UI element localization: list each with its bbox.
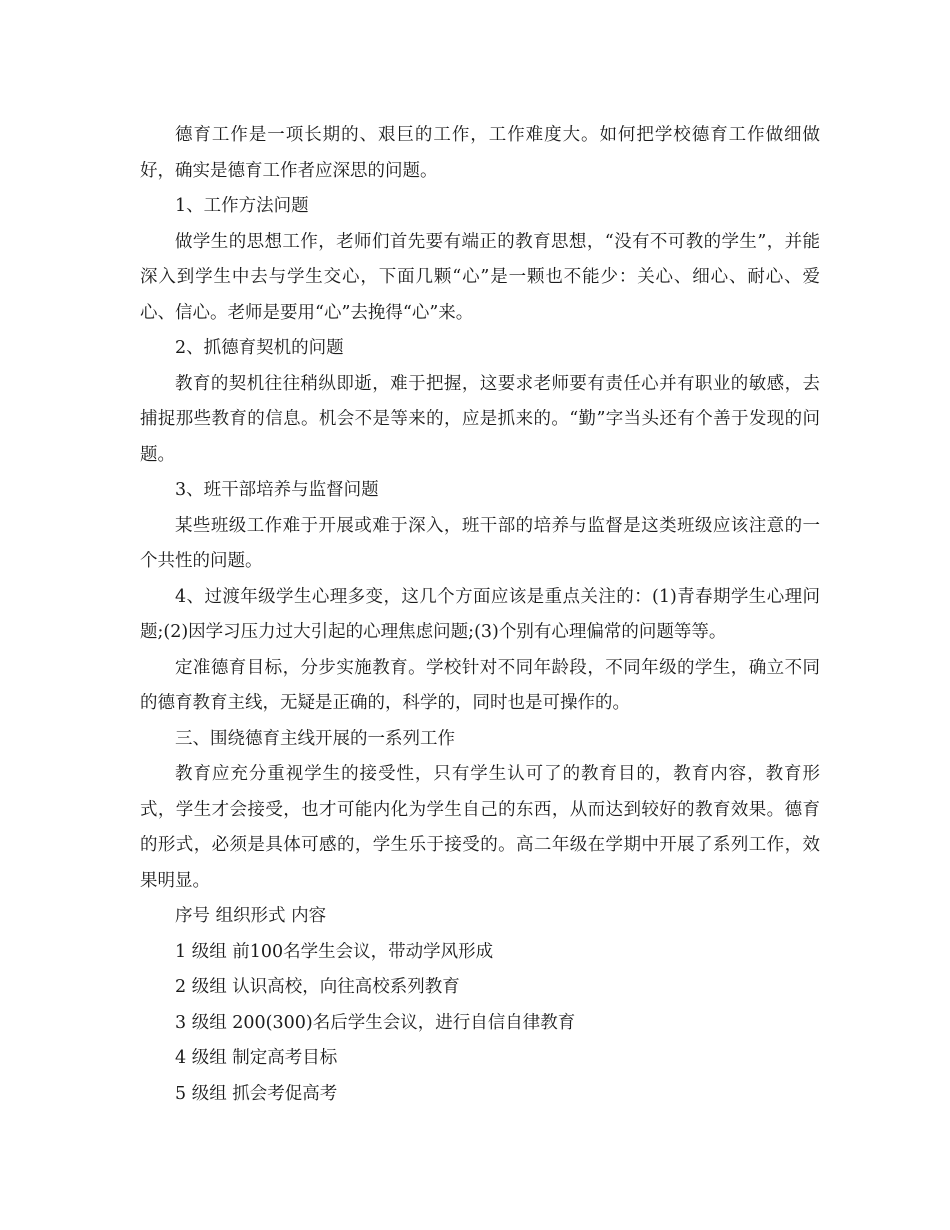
paragraph-transition-grade: 4、过渡年级学生心理多变，这几个方面应该是重点关注的：(1)青春期学生心理问题;(2)因学习压力过大引起的心理焦虑问题;(3)个别有心理偏常的问题等等。 [140, 586, 820, 642]
heading-section-three: 三、围绕德育主线开展的一系列工作 [175, 728, 455, 749]
paragraph-class-cadre: 某些班级工作难于开展或难于深入，班干部的培养与监督是这类班级应该注意的一个共性的问题。 [140, 515, 820, 571]
heading-work-method: 1、工作方法问题 [175, 196, 309, 216]
table-header: 序号 组织形式 内容 [175, 906, 327, 926]
paragraph-moral-opportunity: 教育的契机往往稍纵即逝，难于把握，这要求老师要有责任心并有职业的敏感，去捕捉那些教育的信息。机会不是等来的，应是抓来的。“勤”字当头还有个善于发现的问题。 [140, 373, 820, 465]
paragraph-acceptance: 教育应充分重视学生的接受性，只有学生认可了的教育目的，教育内容，教育形式，学生才会接受，也才可能内化为学生自己的东西，从而达到较好的教育效果。德育的形式，必须是具体可感的，学生乐于接受的。高二年级在学期中开展了系列工作，效果明显。 [140, 764, 820, 891]
paragraph-work-method: 做学生的思想工作，老师们首先要有端正的教育思想，“没有不可教的学生”，并能深入到学生中去与学生交心，下面几颗“心”是一颗也不能少：关心、细心、耐心、爱心、信心。老师是要用“心”去挽得“心”来。 [140, 231, 820, 323]
paragraph-moral-goals: 定准德育目标，分步实施教育。学校针对不同年龄段，不同年级的学生，确立不同的德育教育主线，无疑是正确的，科学的，同时也是可操作的。 [140, 657, 820, 713]
table-row: 5 级组 抓会考促高考 [175, 1083, 338, 1104]
document-body [140, 118, 820, 1112]
table-row: 4 级组 制定高考目标 [175, 1048, 338, 1068]
table-row: 1 级组 前100名学生会议，带动学风形成 [175, 941, 494, 962]
heading-moral-opportunity: 2、抓德育契机的问题 [175, 338, 344, 358]
activity-table [140, 899, 820, 1112]
paragraph-intro: 德育工作是一项长期的、艰巨的工作，工作难度大。如何把学校德育工作做细做好，确实是德育工作者应深思的问题。 [140, 125, 820, 181]
heading-class-cadre: 3、班干部培养与监督问题 [175, 480, 379, 500]
table-row: 2 级组 认识高校，向往高校系列教育 [175, 977, 460, 997]
table-row: 3 级组 200(300)名后学生会议，进行自信自律教育 [175, 1012, 576, 1033]
